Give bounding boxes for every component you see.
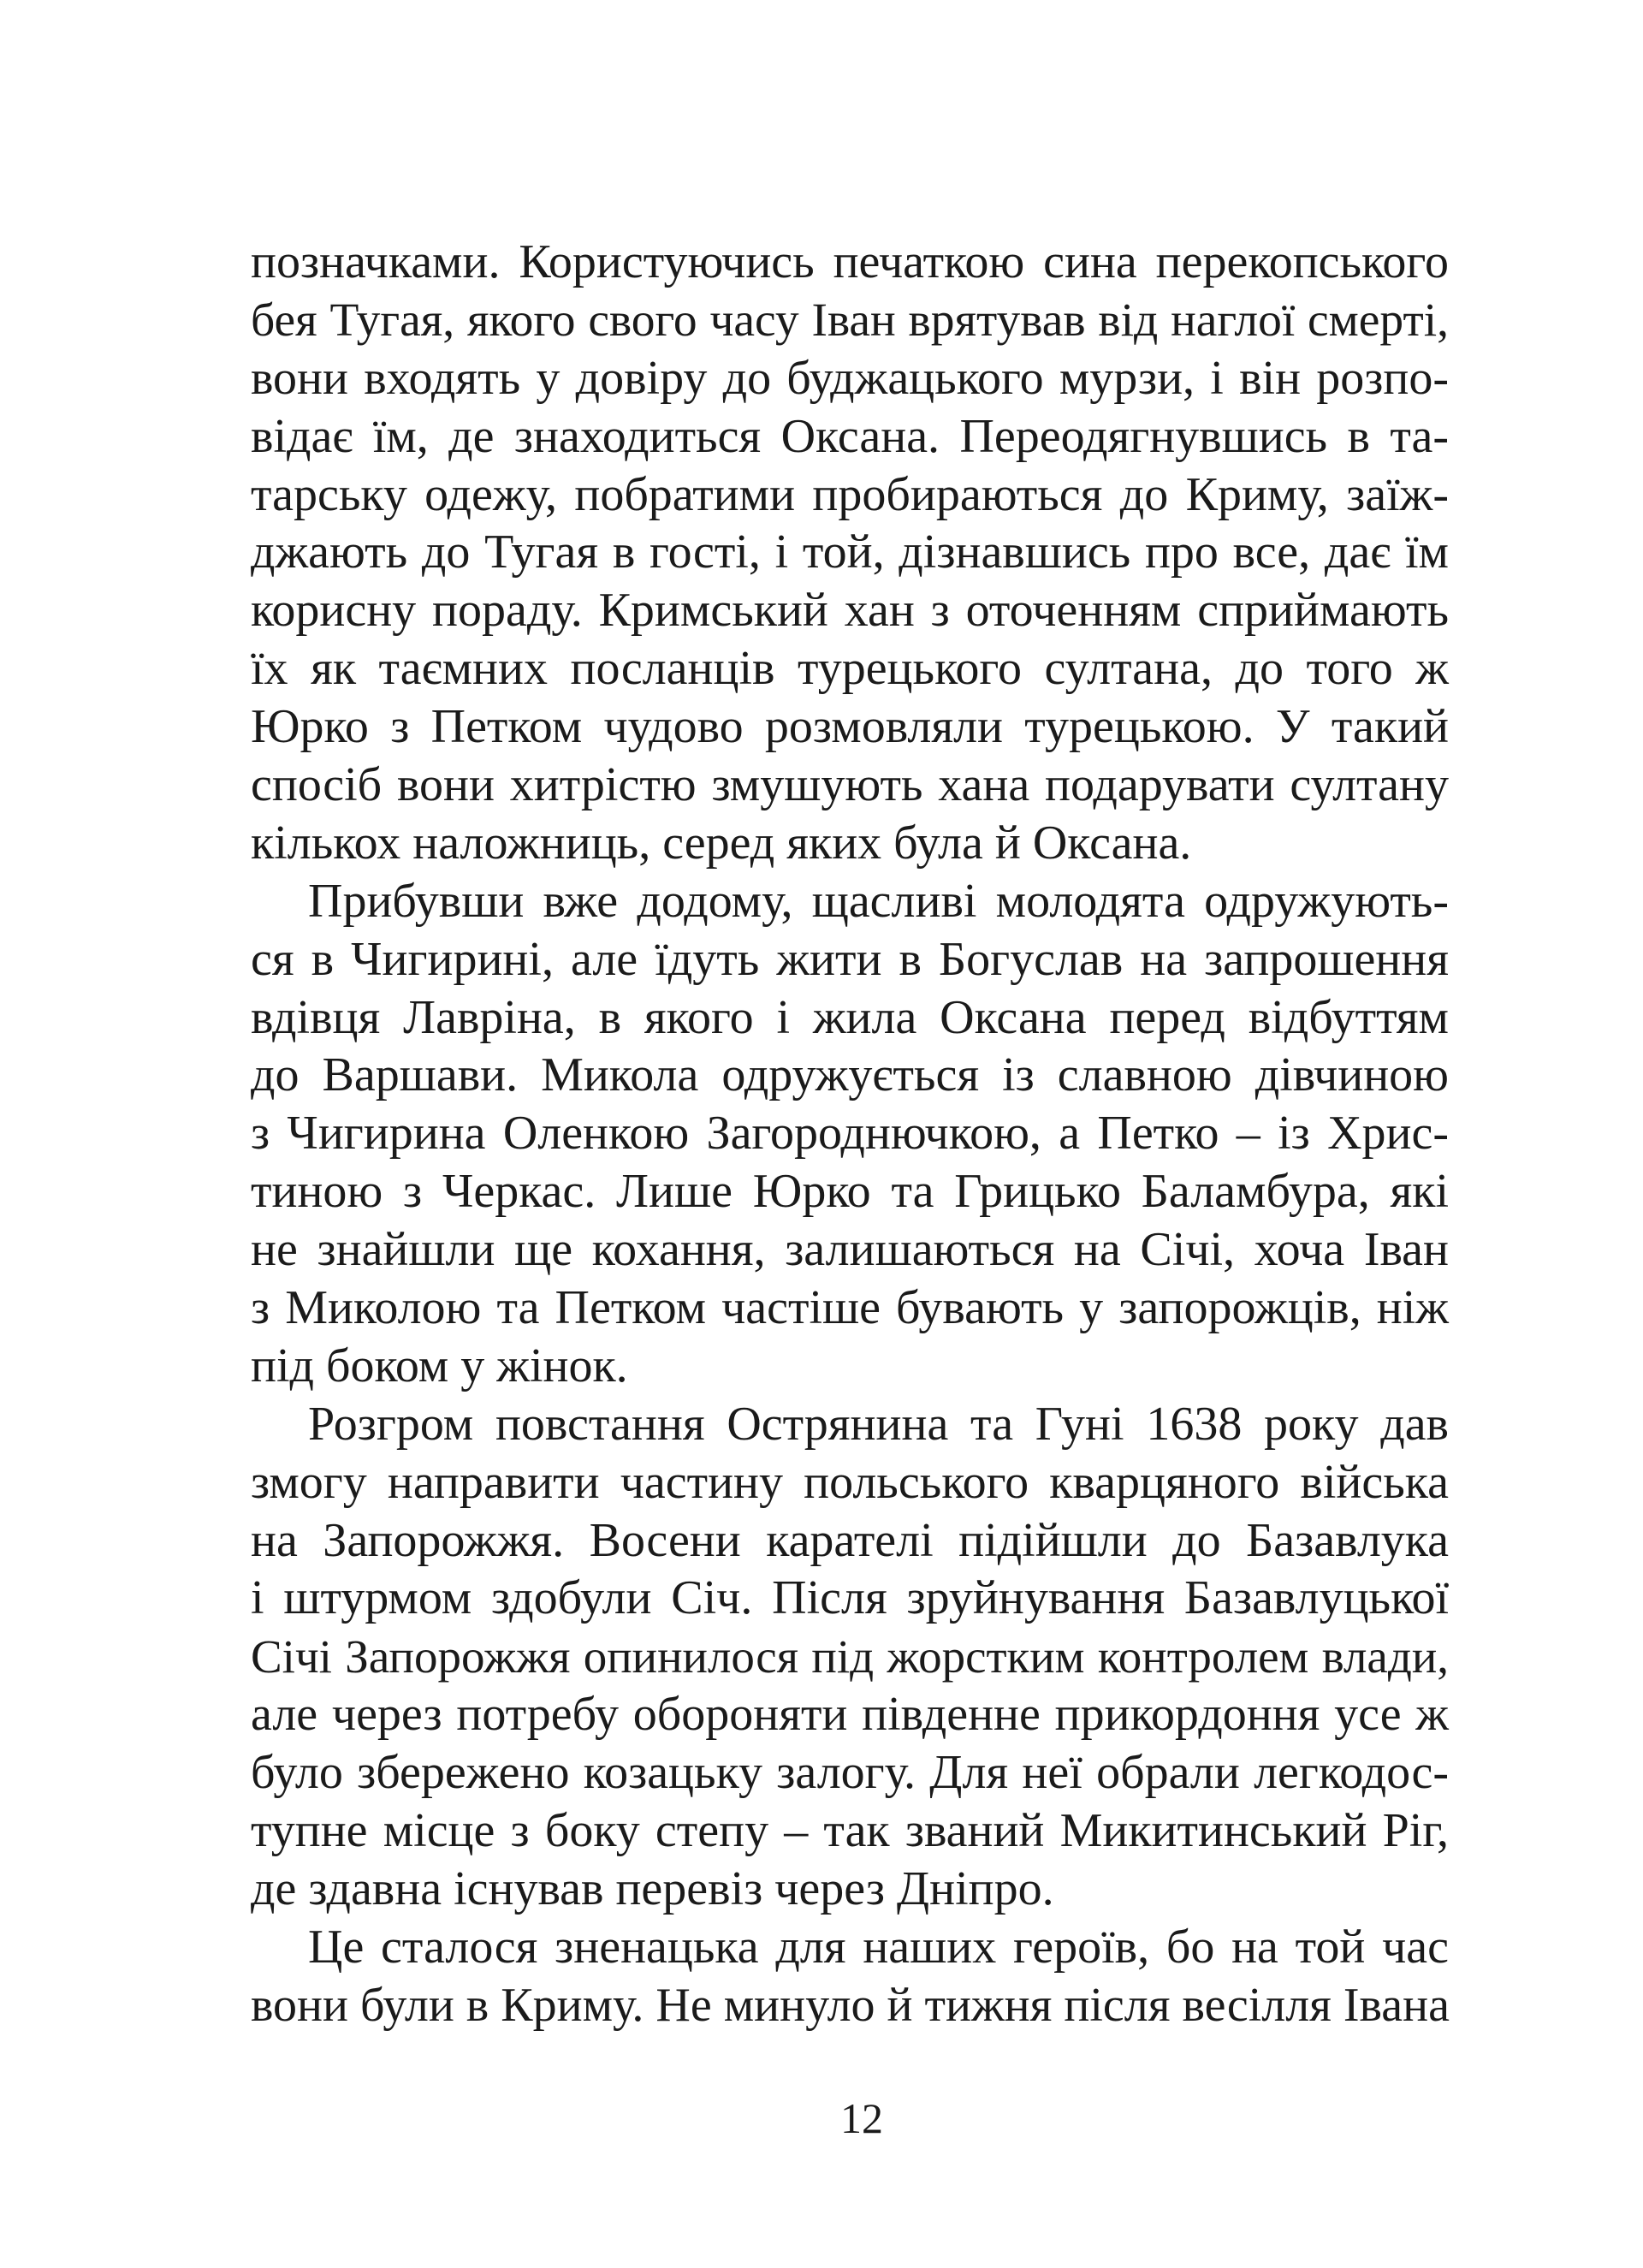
paragraph <box>251 1919 1449 2035</box>
text-line: під боком у жінок. <box>251 1339 628 1392</box>
text-line: кількох наложниць, серед яких була й Оксана. <box>251 816 1192 870</box>
text-line: на Запорожжя. Восени карателі підійшли до Базавлука <box>251 1513 1449 1567</box>
text-line: Січі Запорожжя опинилося під жорстким контролем влади, <box>251 1630 1449 1683</box>
text-line: бея Тугая, якого свого часу Іван врятував від наглої смерті, <box>251 294 1449 347</box>
paragraph <box>251 873 1449 1396</box>
text-line: тупне місце з боку степу – так званий Микитинський Ріг, <box>251 1804 1449 1858</box>
text-line: позначками. Користуючись печаткою сина перекопського <box>251 235 1449 288</box>
book-page-text <box>251 234 1449 2035</box>
text-line: до Варшави. Микола одружується із славною дівчиною <box>251 1048 1449 1102</box>
paragraph <box>251 1396 1449 1919</box>
text-line: але через потребу обороняти південне прикордоння усе ж <box>251 1688 1449 1742</box>
text-line: вони були в Криму. Не минуло й тижня після весілля Івана <box>251 1978 1450 2032</box>
text-line: вони входять у довіру до буджацького мурзи, і він розпо- <box>251 351 1449 405</box>
text-line: було збережено козацьку залогу. Для неї обрали легкодос- <box>251 1746 1449 1800</box>
text-line: з Чигирина Оленкою Загороднючкою, а Петко – із Хрис- <box>251 1107 1449 1161</box>
text-line: з Миколою та Петком частіше бувають у запорожців, ніж <box>251 1281 1449 1335</box>
text-line: корисну пораду. Кримський хан з оточенням сприймають <box>251 584 1449 638</box>
text-line: і штурмом здобули Січ. Після зруйнування Базавлуцької <box>251 1571 1449 1625</box>
text-line: Прибувши вже додому, щасливі молодята одружують- <box>308 874 1449 928</box>
text-line: вдівця Лавріна, в якого і жила Оксана перед відбуттям <box>251 990 1449 1044</box>
text-line: Юрко з Петком чудово розмовляли турецькою. У такий <box>251 700 1449 754</box>
text-line: відає їм, де знаходиться Оксана. Переодягнувшись в та- <box>251 409 1449 463</box>
text-line: не знайшли ще кохання, залишаються на Січі, хоча Іван <box>251 1223 1449 1277</box>
text-line: тиною з Черкас. Лише Юрко та Грицько Баламбура, які <box>251 1165 1449 1219</box>
text-line: тарську одежу, побратими пробираються до Криму, заїж- <box>251 467 1449 521</box>
page-number: 12 <box>840 2094 883 2142</box>
text-line: ся в Чигирині, але їдуть жити в Богуслав на запрошення <box>251 932 1449 986</box>
text-line: спосіб вони хитрістю змушують хана подарувати султану <box>251 758 1449 812</box>
text-line: їх як таємних посланців турецького султана, до того ж <box>251 642 1449 696</box>
text-line: де здавна існував перевіз через Дніпро. <box>251 1861 1054 1915</box>
text-line: Це сталося зненацька для наших героїв, бо на той час <box>308 1920 1449 1974</box>
text-line: джають до Тугая в гості, і той, дізнавшись про все, дає їм <box>251 525 1449 579</box>
text-line: змогу направити частину польського кварцяного війська <box>251 1455 1449 1509</box>
text-line: Розгром повстання Острянина та Гуні 1638 року дав <box>308 1397 1449 1451</box>
paragraph <box>251 234 1449 873</box>
